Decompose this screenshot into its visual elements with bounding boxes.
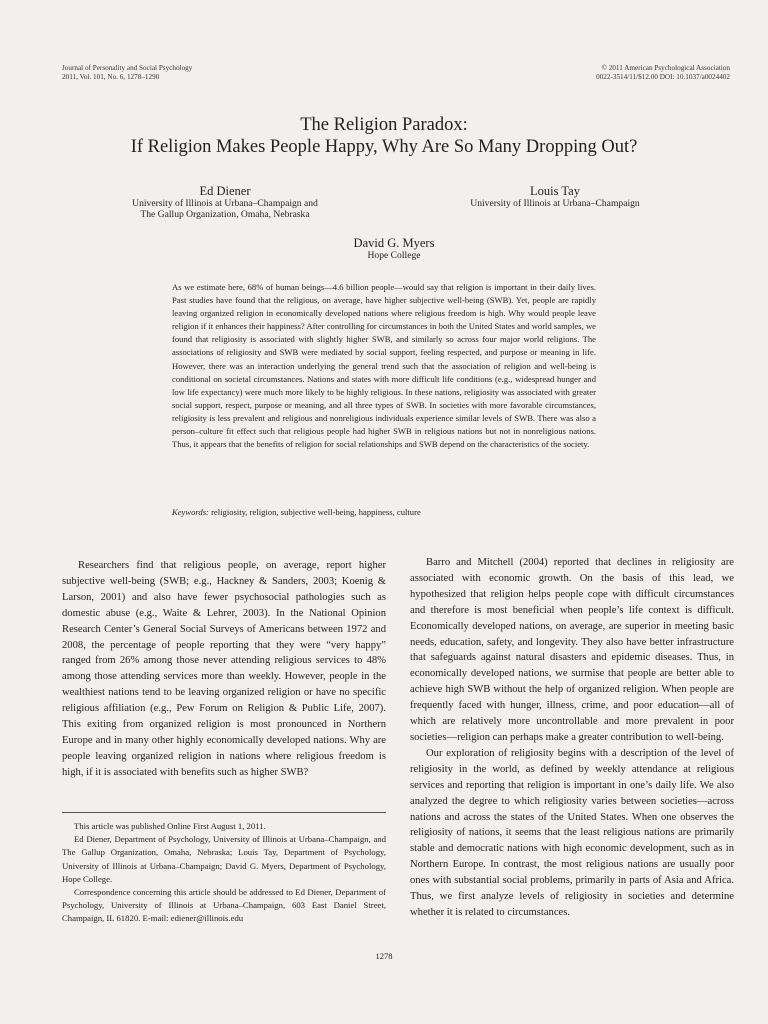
author-affiliation: University of Illinois at Urbana–Champaign and xyxy=(132,198,318,209)
author-affiliation: The Gallup Organization, Omaha, Nebraska xyxy=(140,209,310,221)
author-tay xyxy=(430,184,680,209)
abstract: As we estimate here, 68% of human beings—4.6 billion people—would say that religion is important in their daily lives. Past studies have found that the religious, on average, have higher subjective well-being (SWB). Yet, people are rapidly leaving organized religion in economically developed nations where religious freedom is high. Why would people leave religion if it enhances their happiness? After controlling for circumstances in both the United States and world samples, we found that religiosity is associated with slightly higher SWB, and similarly so across four major world religions. The associations of religiosity and SWB were mediated by social support, feeling respected, and purpose or meaning in life. However, there was an interaction underlying the general trend such that the association of religion and well-being is conditional on societal circumstances. Nations and states with more difficult life conditions (e.g., widespread hunger and low life expectancy) were much more likely to be highly religious. In these nations, religiosity was associated with greater social support, respect, purpose or meaning, and all three types of SWB. In societies with more favorable circumstances, religiosity is less prevalent and religious and nonreligious individuals experience similar levels of SWB. There was also a person–culture fit effect such that religious people had higher SWB in religious nations but not in nonreligious nations. Thus, it appears that the benefits of religion for social relationships and SWB depend on the characteristics of the society. xyxy=(172,282,596,450)
article-title xyxy=(0,114,768,158)
journal-header xyxy=(62,64,192,81)
footnote: Correspondence concerning this article should be addressed to Ed Diener, Department of Psychology, University of Illinois at Urbana–Champaign, 603 East Daniel Street, Champaign, IL 61820. E-mail: ediener@illinois.edu xyxy=(62,887,386,924)
author-affiliation: Hope College xyxy=(367,250,421,261)
right-column xyxy=(410,555,734,921)
journal-name: Journal of Personality and Social Psychology xyxy=(62,64,193,72)
body-paragraph: Barro and Mitchell (2004) reported that declines in religiosity are associated with economic growth. On the basis of this lead, we hypothesized that religion helps people cope with difficult circumstances and therefore is most beneficial when people’s life context is difficult. Economically developed nations, on average, are superior in meeting basic needs, education, safety, and longevity. They also have better infrastructure that safeguards against natural disasters and epidemic diseases. Thus, in economically developed nations, we surmise that people are better able to achieve high SWB without the help of organized religion. When people are frequently faced with hunger, illness, crime, and poor education—all of which are relatively more uncontrollable and more prevalent in poor societies—religion can perhaps make a greater contribution to well-being. xyxy=(410,557,734,743)
doi-line: 0022-3514/11/$12.00 DOI: 10.1037/a0024402 xyxy=(596,72,730,81)
body-paragraph: Our exploration of religiosity begins with a description of the level of religiosity in the world, as defined by weekly attendance at religious services and reporting that religion is important in one’s daily life. We also analyzed the degree to which religiosity varies between societies—across nations and across the states of the United States. When one observes the religiosity of nations, it seems that the least religious nations are primarily stable and democratic nations with high economic development, such as in Northern Europe. In contrast, the most religious nations are usually poor ones with substantial social problems, primarily in parts of Asia and Africa. Thus, we first analyze levels of religiosity in societies and determine whether it is related to circumstances. xyxy=(410,747,734,918)
page-number: 1278 xyxy=(375,951,393,961)
author-name: Louis Tay xyxy=(530,184,580,198)
journal-volume: 2011, Vol. 101, No. 6, 1278–1290 xyxy=(62,72,160,81)
copyright-line: © 2011 American Psychological Association xyxy=(601,64,730,72)
author-myers xyxy=(284,236,504,261)
body-paragraph: Researchers find that religious people, on average, report higher subjective well-being (SWB; e.g., Hackney & Sanders, 2003; Koenig & Larson, 2001) and also have fewer psychosocial pathologies such as domestic abuse (e.g., Waite & Lehrer, 2003). In the National Opinion Research Center’s General Social Surveys of Americans between 1972 and 2008, the percentage of people reporting that they were “very happy” ranged from 26% among those never attending religious services to 48% among those attending services more than weekly. However, people in the wealthiest nations tend to be leaving organized religion or have no specific religious affiliation (e.g., Pew Forum on Religion & Public Life, 2007). This exiting from organized religion is most pronounced in Northern Europe and in many other highly economically developed nations. Why are people leaving organized religion in nations where religious freedom is high, if it is associated with benefits such as higher SWB? xyxy=(62,560,386,778)
author-name: Ed Diener xyxy=(199,184,251,198)
left-column xyxy=(62,558,386,781)
footnotes xyxy=(62,820,386,926)
author-name: David G. Myers xyxy=(353,236,435,250)
copyright-header xyxy=(596,64,730,81)
title-line-1: The Religion Paradox: xyxy=(300,115,468,135)
keywords-text: religiosity, religion, subjective well-being, happiness, culture xyxy=(208,507,421,517)
title-line-2: If Religion Makes People Happy, Why Are So Many Dropping Out? xyxy=(130,137,638,157)
footnote: This article was published Online First August 1, 2011. xyxy=(74,821,266,831)
footnote-divider xyxy=(62,812,386,813)
author-diener xyxy=(80,184,370,221)
footnote: Ed Diener, Department of Psychology, University of Illinois at Urbana–Champaign, and The Gallup Organization, Omaha, Nebraska; Louis Tay, Department of Psychology, University of Illinois at Urbana–Champaign; David G. Myers, Department of Psychology, Hope College. xyxy=(62,834,386,884)
author-affiliation: University of Illinois at Urbana–Champaign xyxy=(470,198,640,209)
keywords xyxy=(172,506,596,518)
keywords-label: Keywords: xyxy=(172,507,209,517)
